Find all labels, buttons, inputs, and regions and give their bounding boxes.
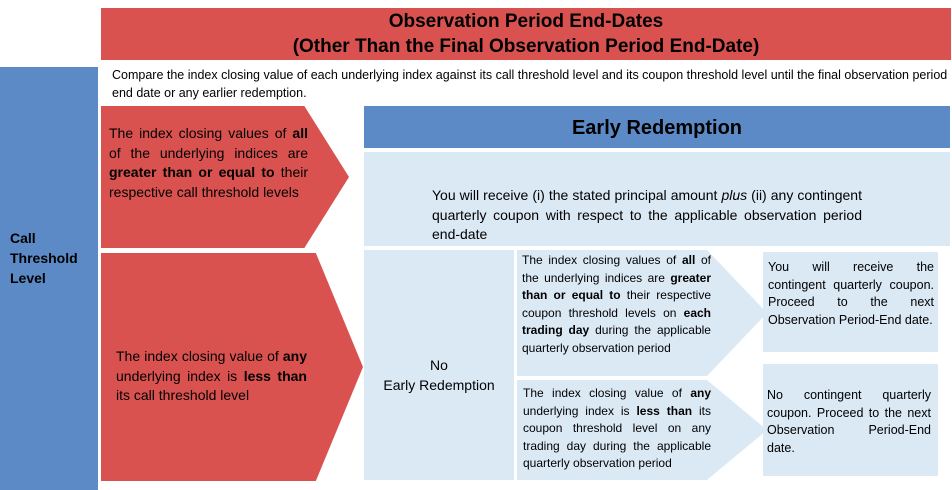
no-early-redemption-label: No Early Redemption (383, 357, 495, 393)
outcome-coupon-text: You will receive the contingent quarterly coupon. Proceed to the next Observation Period-End date. (768, 260, 934, 327)
early-redemption-text: You will receive (i) the stated principal amount plus (ii) any contingent quarterly coupon with respect to the applicable observation period end-date (432, 187, 862, 242)
header-title-line1: Observation Period End-Dates (388, 11, 664, 32)
call-condition-below-text: The index closing value of any underlying index is less than its call threshold level (116, 348, 307, 403)
early-redemption-header: Early Redemption (364, 106, 950, 148)
header-banner (101, 8, 951, 60)
call-threshold-label: Call Threshold Level (10, 230, 78, 286)
outcome-no-coupon-text: No contingent quarterly coupon. Proceed to the next Observation Period-End date. (767, 388, 931, 455)
header-title-line2: (Other Than the Final Observation Period End-Date) (292, 36, 760, 57)
call-condition-above-text: The index closing values of all of the underlying indices are greater than or equal to their respective call threshold levels (109, 125, 309, 200)
coupon-condition-below-text: The index closing value of any underlying index is less than its coupon threshold level on any trading day during the applicable quarterly observation period (523, 386, 711, 470)
intro-text: Compare the index closing value of each underlying index against its call threshold level and its coupon threshold level until the final observation period end date or any earlier redemption. (112, 68, 948, 100)
coupon-condition-above-text: The index closing values of all of the underlying indices are greater than or equal to their respective coupon threshold levels on each trading day during the applicable quarterly observation period (522, 253, 711, 355)
